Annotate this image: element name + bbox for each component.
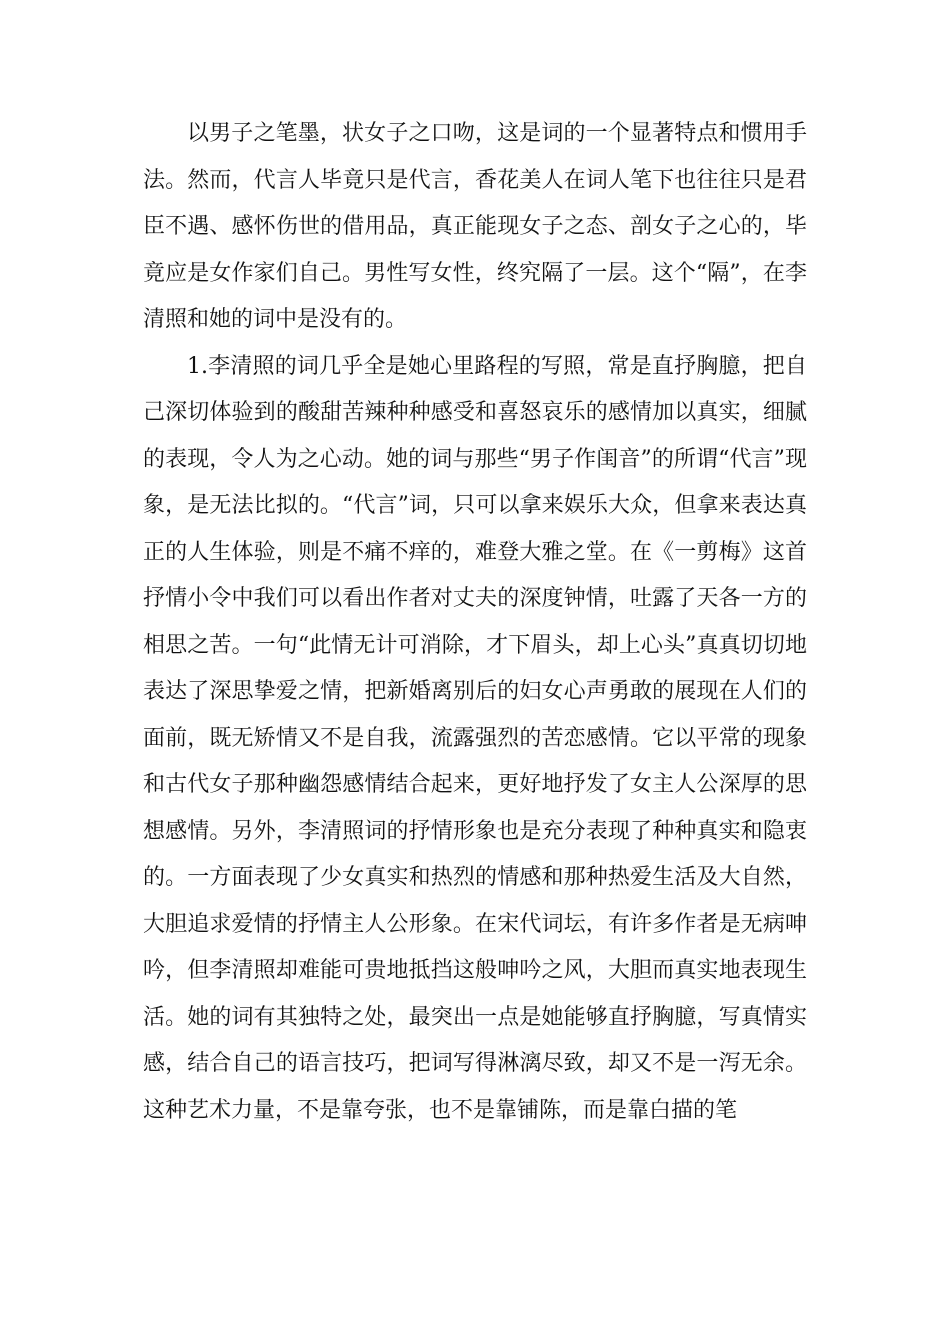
document-body [143,111,807,1134]
paragraph-point-1: 1.李清照的词几乎全是她心里路程的写照，常是直抒胸臆，把自己深切体验到的酸甜苦辣种种感受和喜怒哀乐的感情加以真实，细腻的表现，令人为之心动。她的词与那些“男子作闺音”的所谓“代言”现象，是无法比拟的。“代言”词，只可以拿来娱乐大众，但拿来表达真正的人生体验，则是不痛不痒的，难登大雅之堂。在《一剪梅》这首抒情小令中我们可以看出作者对丈夫的深度钟情，吐露了天各一方的相思之苦。一句“此情无计可消除，才下眉头，却上心头”真真切切地表达了深思挚爱之情，把新婚离别后的妇女心声勇敢的展现在人们的面前，既无矫情又不是自我，流露强烈的苦恋感情。它以平常的现象和古代女子那种幽怨感情结合起来，更好地抒发了女主人公深厚的思想感情。另外，李清照词的抒情形象也是充分表现了种种真实和隐衷的。一方面表现了少女真实和热烈的情感和那种热爱生活及大自然，大胆追求爱情的抒情主人公形象。在宋代词坛，有许多作者是无病呻吟，但李清照却难能可贵地抵挡这般呻吟之风，大胆而真实地表现生活。她的词有其独特之处，最突出一点是她能够直抒胸臆，写真情实感，结合自己的语言技巧，把词写得淋漓尽致，却又不是一泻无余。这种艺术力量，不是靠夸张，也不是靠铺陈，而是靠白描的笔 [143,353,807,1123]
paragraph-intro: 以男子之笔墨，状女子之口吻，这是词的一个显著特点和惯用手法。然而，代言人毕竟只是代言，香花美人在词人笔下也往往只是君臣不遇、感怀伤世的借用品，真正能现女子之态、剖女子之心的，毕竟应是女作家们自己。男性写女性，终究隔了一层。这个“隔”，在李清照和她的词中是没有的。 [143,121,807,332]
